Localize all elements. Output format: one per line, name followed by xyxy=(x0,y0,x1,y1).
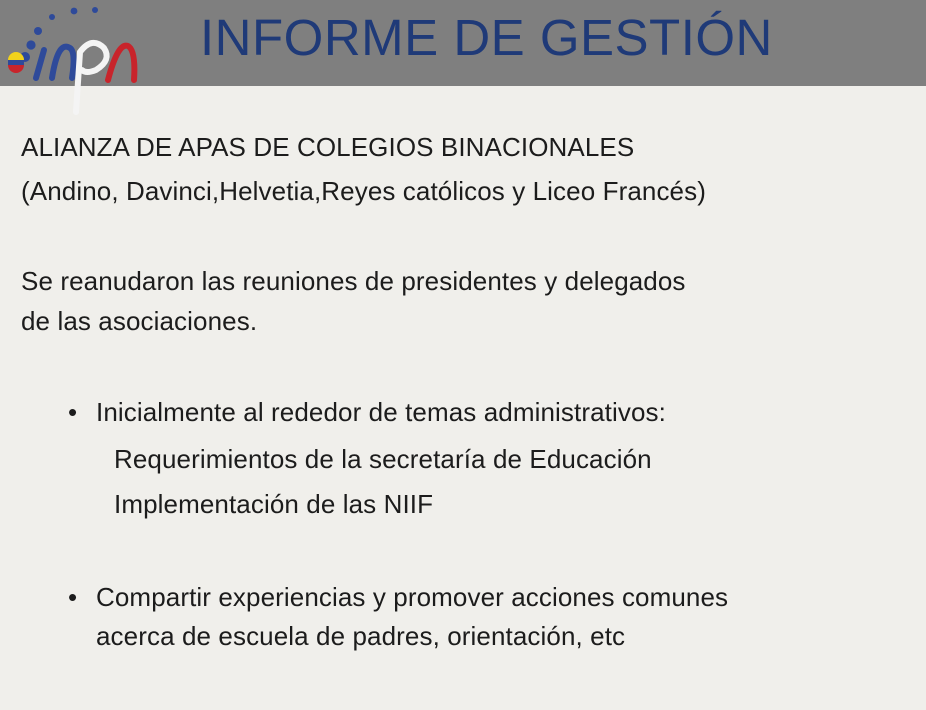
paragraph-line-2: de las asociaciones. xyxy=(21,306,258,336)
bullet-1-text: Inicialmente al rededor de temas administrativos: xyxy=(96,397,666,427)
sub-item-2: Implementación de las NIIF xyxy=(114,489,434,519)
heading-line-2: (Andino, Davinci,Helvetia,Reyes católicos y Liceo Francés) xyxy=(21,176,706,206)
bullet-2-line-2: acerca de escuela de padres, orientación, etc xyxy=(96,621,626,651)
bullet-2-line-1: Compartir experiencias y promover acciones comunes xyxy=(96,582,729,612)
page-title: INFORME DE GESTIÓN xyxy=(200,9,773,66)
bullet-marker: • xyxy=(68,397,78,427)
paragraph-line-1: Se reanudaron las reuniones de presidentes y delegados xyxy=(21,266,686,296)
sub-item-1: Requerimientos de la secretaría de Educación xyxy=(114,444,652,474)
bullet-marker: • xyxy=(68,582,78,612)
heading-line-1: ALIANZA DE APAS DE COLEGIOS BINACIONALES xyxy=(21,132,635,162)
apa-logo-icon xyxy=(0,0,150,125)
